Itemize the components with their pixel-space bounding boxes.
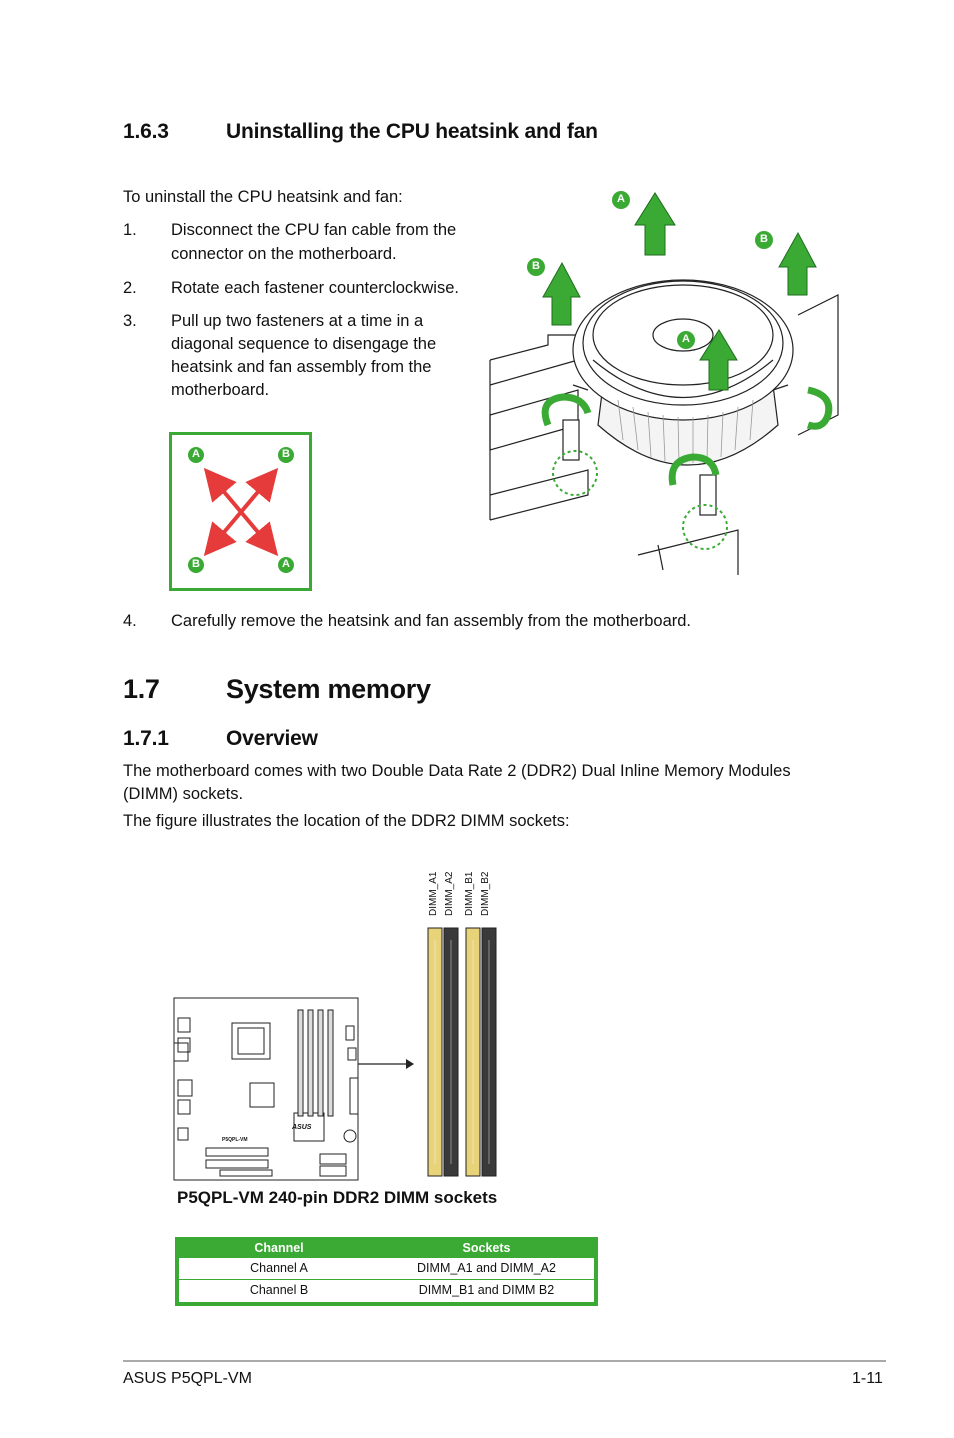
step-number: 3. — [123, 312, 137, 330]
label-a: A — [282, 558, 290, 570]
table-cell: Channel B — [249, 1283, 309, 1297]
figure-intro: The figure illustrates the location of the DDR2 DIMM sockets: — [123, 812, 570, 830]
step-text-line: Disconnect the CPU fan cable from the — [171, 221, 457, 239]
section-title: Overview — [226, 727, 318, 750]
board-label: P5QPL-VM — [222, 1137, 248, 1143]
table-cell: DIMM_A1 and DIMM_A2 — [417, 1261, 556, 1275]
label-b: B — [192, 558, 200, 570]
dimm-label: DIMM_B1 — [464, 871, 475, 916]
dimm-socket-figure — [170, 858, 510, 1188]
table-body — [179, 1258, 594, 1302]
figure-caption: P5QPL-VM 240-pin DDR2 DIMM sockets — [177, 1188, 498, 1207]
step-text-line: heatsink and fan assembly from the — [171, 358, 432, 376]
label-a: A — [192, 448, 200, 460]
section-title: System memory — [226, 674, 431, 704]
paragraph-line: (DIMM) sockets. — [123, 785, 244, 803]
step-text-line: Pull up two fasteners at a time in a — [171, 312, 424, 330]
dimm-label: DIMM_A1 — [428, 871, 439, 916]
table-row — [179, 1280, 594, 1301]
table-cell: DIMM_B1 and DIMM B2 — [418, 1283, 555, 1297]
step-text-line: connector on the motherboard. — [171, 245, 397, 263]
footer-left: ASUS P5QPL-VM — [123, 1370, 252, 1387]
table-header: Sockets — [462, 1241, 511, 1255]
overview-paragraph — [123, 760, 883, 806]
step-number: 2. — [123, 279, 137, 297]
section-number: 1.7.1 — [123, 727, 169, 750]
page-number: 1-11 — [852, 1370, 883, 1387]
diagonal-sequence-diagram — [169, 432, 312, 591]
label-b: B — [532, 260, 540, 272]
step-text-line: Carefully remove the heatsink and fan assembly from the motherboard. — [171, 612, 692, 630]
intro-text: To uninstall the CPU heatsink and fan: — [123, 188, 403, 206]
step-number: 4. — [123, 612, 137, 630]
channel-table — [175, 1237, 598, 1306]
label-b: B — [760, 233, 768, 245]
section-number: 1.7 — [123, 674, 160, 704]
paragraph-line: The motherboard comes with two Double Data Rate 2 (DDR2) Dual Inline Memory Modules — [123, 762, 791, 780]
brand-label: ASUS — [292, 1124, 312, 1131]
step-text-line: diagonal sequence to disengage the — [171, 335, 437, 353]
table-header: Channel — [254, 1241, 304, 1255]
motherboard-diagram-icon — [170, 858, 510, 1188]
step-text-line: Rotate each fastener counterclockwise. — [171, 279, 459, 297]
section-title: Uninstalling the CPU heatsink and fan — [226, 120, 598, 143]
table-row — [179, 1258, 594, 1280]
dimm-label: DIMM_A2 — [444, 871, 455, 916]
step-number: 1. — [123, 221, 137, 239]
label-a: A — [682, 333, 690, 345]
dimm-label: DIMM_B2 — [480, 871, 491, 916]
label-a: A — [617, 193, 625, 205]
heatsink-illustration — [488, 185, 840, 577]
table-cell: Channel A — [250, 1261, 308, 1275]
footer-divider — [123, 1360, 886, 1362]
label-b: B — [282, 448, 290, 460]
step-text-line: motherboard. — [171, 381, 270, 399]
heatsink-fan-icon — [488, 185, 840, 577]
section-number: 1.6.3 — [123, 120, 169, 143]
